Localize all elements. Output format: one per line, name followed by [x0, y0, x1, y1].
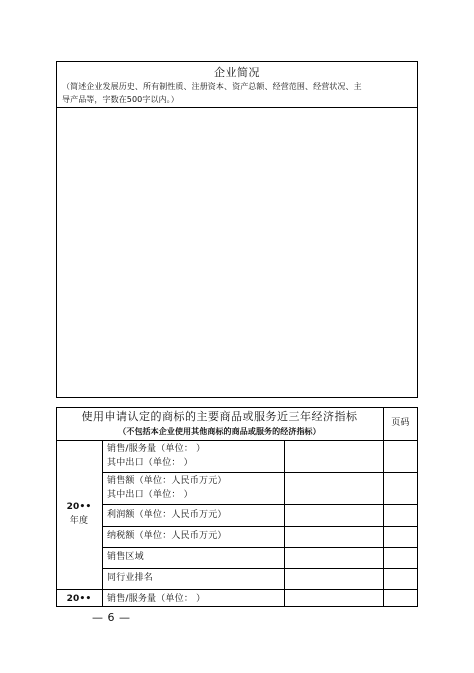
year-divider	[56, 589, 418, 590]
profile-note-line2: 导产品等，字数在500字以内。）	[62, 95, 179, 104]
row-sales-volume-export: 其中出口（单位： ）	[107, 458, 193, 468]
year-col-divider	[102, 440, 103, 607]
row-profit: 利润额（单位：人民币万元）	[107, 510, 227, 520]
row-sales-amount: 销售额（单位：人民币万元）	[107, 476, 227, 486]
value-cell-rank[interactable]	[285, 569, 383, 589]
row-industry-rank: 同行业排名	[107, 573, 154, 583]
value-cell-tax[interactable]	[285, 527, 383, 547]
row-sales-region: 销售区域	[107, 552, 144, 562]
value-cell-sales-volume[interactable]	[285, 441, 383, 472]
value-cell-profit[interactable]	[285, 505, 383, 526]
row-sales-amount-export: 其中出口（单位： ）	[107, 490, 193, 500]
page-column-header: 页码	[391, 418, 410, 428]
year-label-line2: 年度	[69, 516, 89, 526]
year-label-line1: 20••	[66, 502, 92, 512]
profile-title: 企业简况	[214, 66, 260, 79]
row-tax: 纳税额（单位：人民币万元）	[107, 531, 227, 541]
indicators-header: 使用申请认定的商标的主要商品或服务近三年经济指标	[81, 410, 358, 423]
next-year-label: 20••	[66, 594, 92, 604]
page-col-divider	[383, 407, 384, 607]
profile-note-line1: （简述企业发展历史、所有制性质、注册资本、资产总额、经营范围、经营状况、主	[62, 82, 362, 91]
page-number: — 6 —	[92, 611, 131, 624]
row-sales-volume: 销售/服务量（单位： ）	[107, 444, 206, 454]
value-cell-region[interactable]	[285, 548, 383, 568]
value-cell-sales-amount[interactable]	[285, 473, 383, 504]
indicators-subheader: （不包括本企业使用其他商标的商品或服务的经济指标）	[118, 427, 321, 436]
profile-content-area[interactable]	[57, 108, 417, 397]
next-row-sales-volume: 销售/服务量（单位： ）	[107, 594, 206, 604]
